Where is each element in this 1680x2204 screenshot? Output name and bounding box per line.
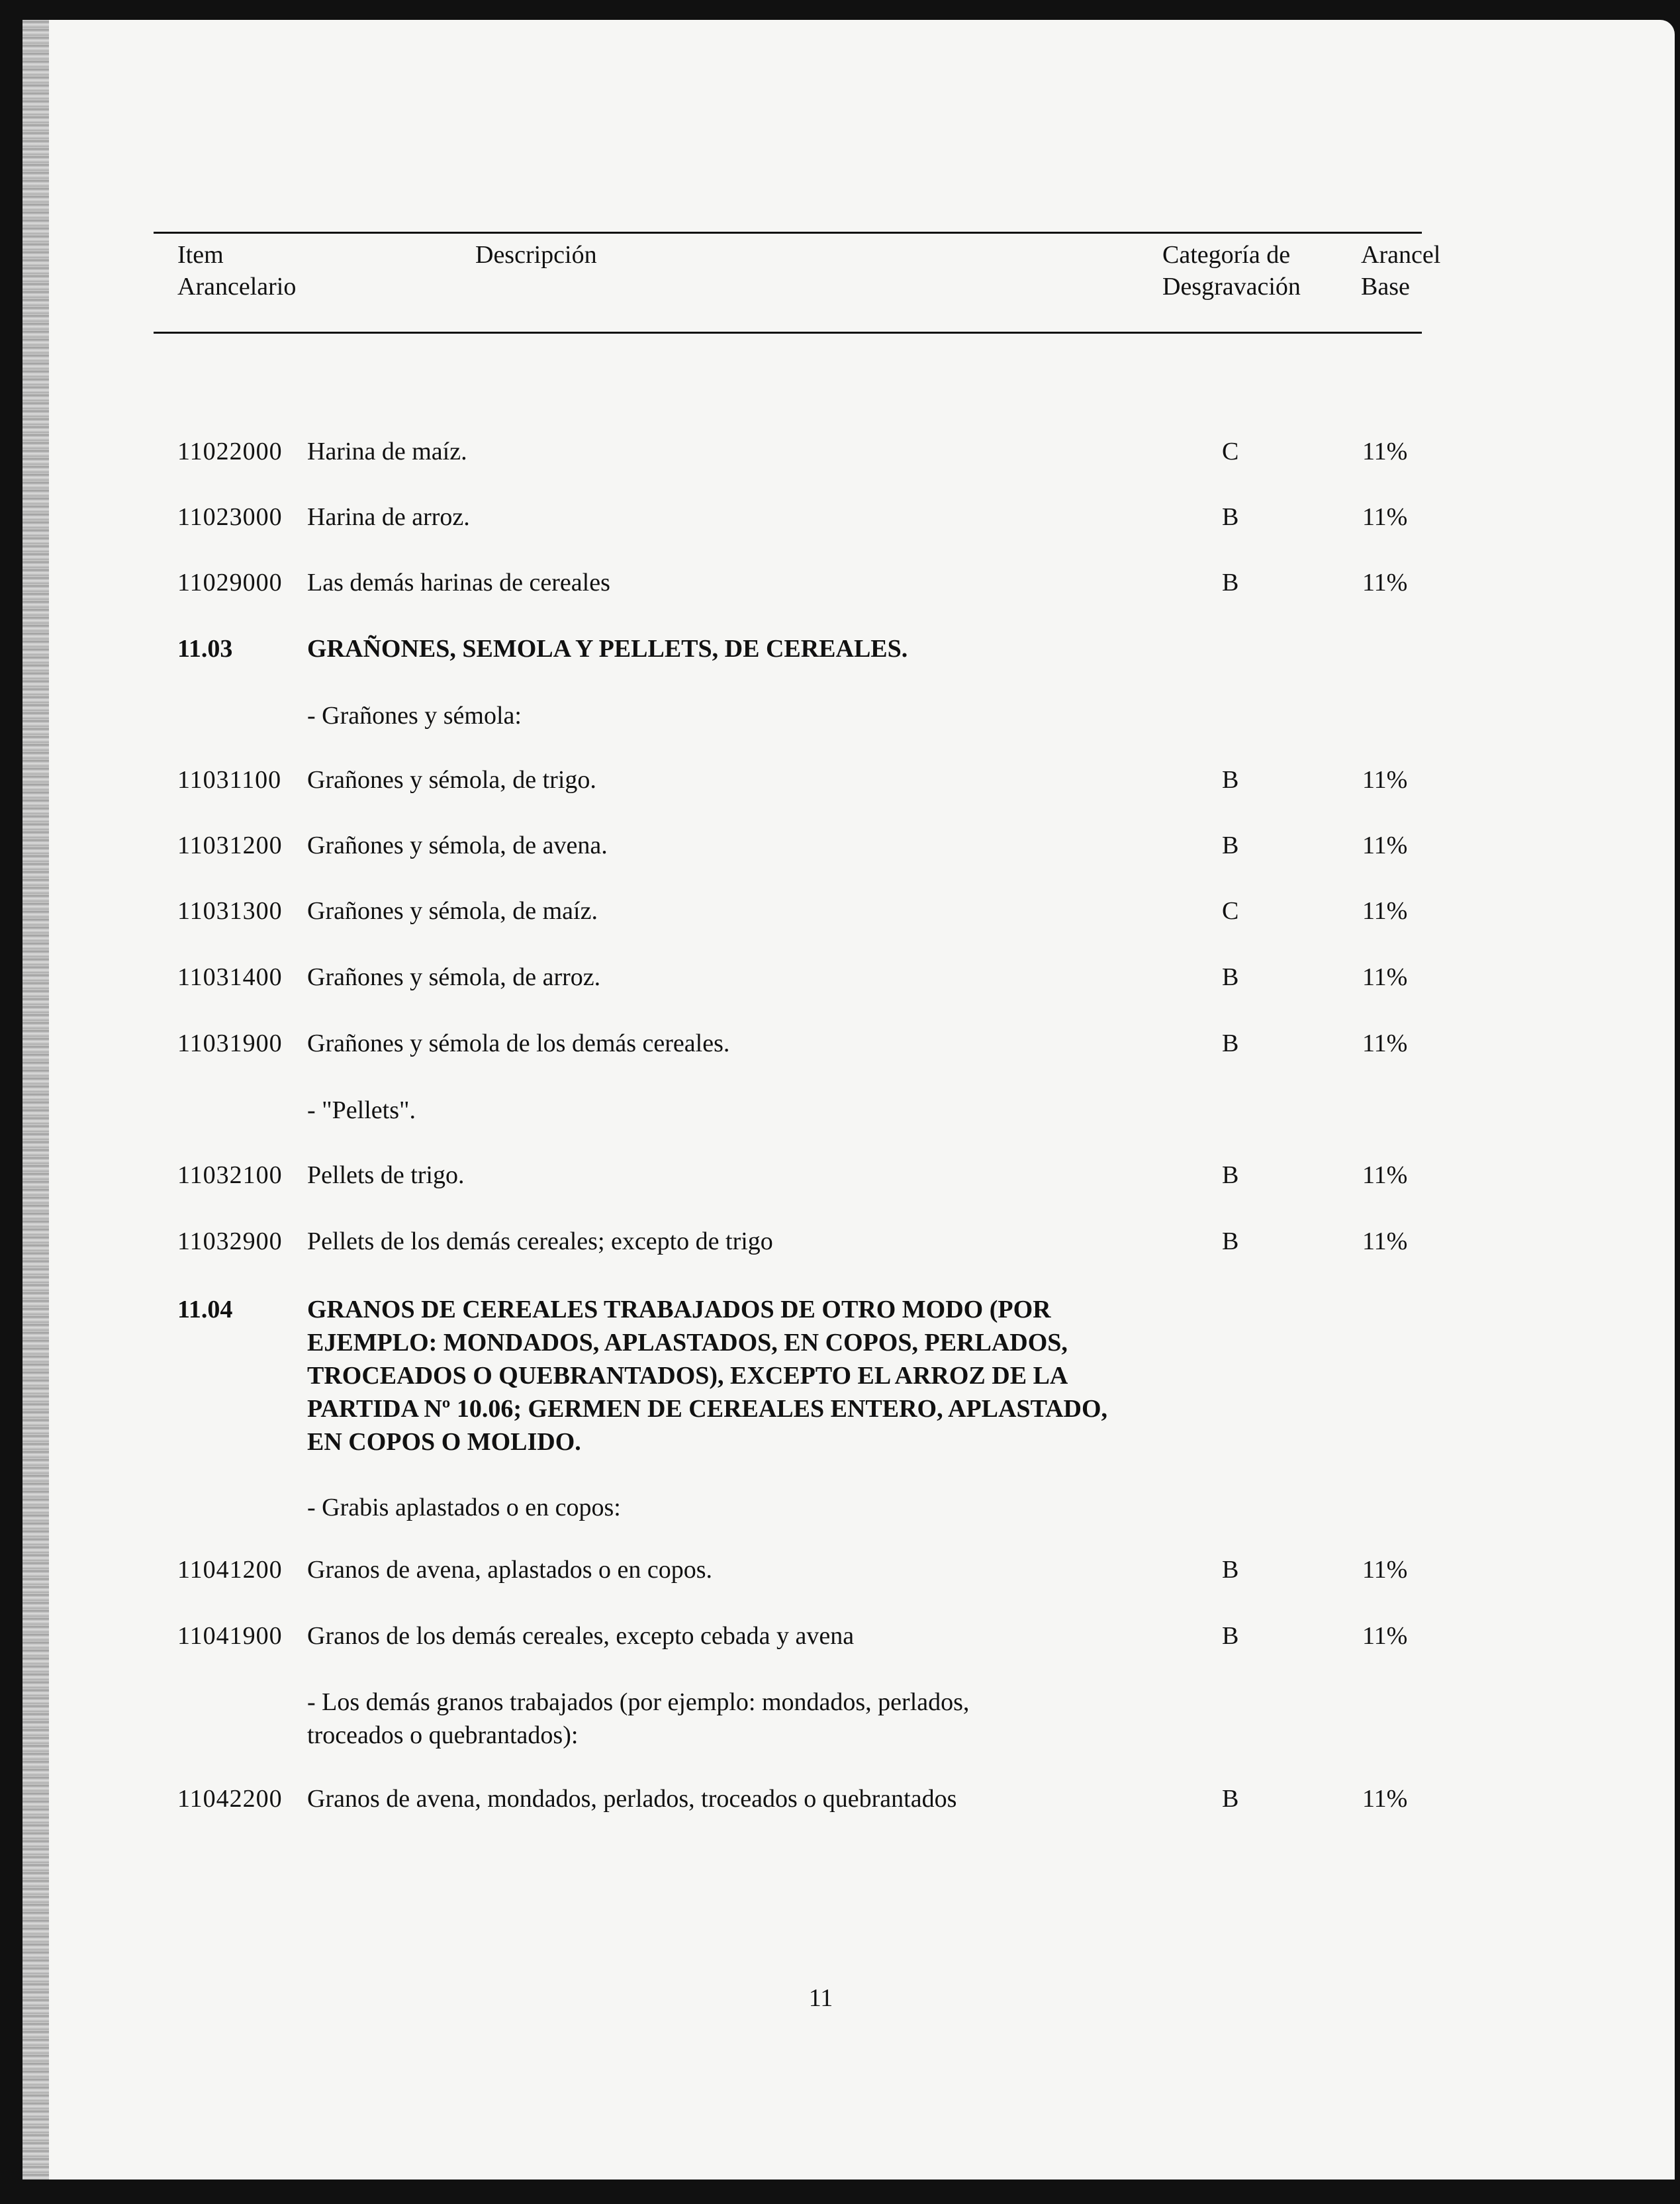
table-row [177,961,1468,1000]
item-code: 11031900 [177,1030,283,1057]
column-header-item-line2: Arancelario [177,273,297,301]
item-description: Harina de maíz. [307,438,467,465]
item-code: 11022000 [177,438,283,465]
table-row [177,763,1468,803]
item-tariff: 11% [1362,1622,1408,1650]
item-tariff: 11% [1362,766,1408,794]
item-category: B [1222,832,1239,859]
column-header-item-line1: Item [177,241,224,269]
column-header-tariff-line2: Base [1361,273,1410,301]
item-description: Grañones y sémola, de avena. [307,832,608,859]
table-row [177,501,1468,540]
item-category: B [1222,1227,1239,1255]
heading-title-line: EN COPOS O MOLIDO. [307,1428,581,1456]
subheading-line: troceados o quebrantados): [307,1721,579,1749]
item-description: Grañones y sémola, de arroz. [307,963,601,991]
table-row [177,435,1468,475]
item-tariff: 11% [1362,1227,1408,1255]
item-description: Grañones y sémola, de trigo. [307,766,596,794]
item-category: B [1222,569,1239,597]
column-header-category-line2: Desgravación [1162,273,1301,301]
heading-title [307,1293,1234,1459]
item-code: 11031200 [177,832,283,859]
item-tariff: 11% [1362,832,1408,859]
item-description: Granos de los demás cereales, excepto cebada y avena [307,1622,855,1650]
table-row [177,1782,1468,1822]
heading-title-line: TROCEADOS O QUEBRANTADOS), EXCEPTO EL ARROZ DE LA [307,1362,1068,1390]
item-description: Pellets de los demás cereales; excepto de trigo [307,1227,773,1255]
table-row [177,1619,1468,1659]
heading-title-line: GRANOS DE CEREALES TRABAJADOS DE OTRO MODO (POR [307,1296,1051,1323]
item-tariff: 11% [1362,1785,1408,1813]
item-tariff: 11% [1362,963,1408,991]
header-top-rule [154,232,1422,234]
item-description: Granos de avena, mondados, perlados, troceados o quebrantados [307,1785,957,1813]
item-tariff: 11% [1362,1556,1408,1584]
heading-code: 11.04 [177,1296,233,1323]
item-code: 11031400 [177,963,283,991]
table-row [177,1027,1468,1067]
item-category: B [1222,503,1239,531]
subheading [307,1686,1101,1752]
subheading: - Grabis aplastados o en copos: [307,1494,621,1521]
item-code: 11032100 [177,1161,283,1189]
item-category: B [1222,1030,1239,1057]
item-tariff: 11% [1362,897,1408,925]
item-code: 11023000 [177,503,283,531]
page-number: 11 [808,1984,833,2012]
heading-code: 11.03 [177,635,233,663]
item-category: B [1222,1556,1239,1584]
item-tariff: 11% [1362,1030,1408,1057]
item-description: Grañones y sémola, de maíz. [307,897,598,925]
heading-title-line: EJEMPLO: MONDADOS, APLASTADOS, EN COPOS, PERLADOS, [307,1329,1068,1357]
item-description: Las demás harinas de cereales [307,569,610,597]
item-tariff: 11% [1362,503,1408,531]
item-category: C [1222,438,1239,465]
header-bottom-rule [154,332,1422,334]
subheading: - Grañones y sémola: [307,702,522,730]
item-category: B [1222,1622,1239,1650]
item-code: 11032900 [177,1227,283,1255]
item-category: B [1222,1785,1239,1813]
item-tariff: 11% [1362,569,1408,597]
item-description: Grañones y sémola de los demás cereales. [307,1030,730,1057]
item-category: B [1222,1161,1239,1189]
column-header-category-line1: Categoría de [1162,241,1291,269]
item-code: 11031100 [177,766,282,794]
table-row [177,1225,1468,1265]
column-header-tariff-line1: Arancel [1361,241,1441,269]
column-header-description: Descripción [475,241,597,269]
item-category: C [1222,897,1239,925]
table-row [177,894,1468,934]
heading-title: GRAÑONES, SEMOLA Y PELLETS, DE CEREALES. [307,635,908,663]
table-row [177,566,1468,606]
table-row [177,829,1468,869]
item-code: 11042200 [177,1785,283,1813]
item-code: 11041900 [177,1622,283,1650]
item-tariff: 11% [1362,438,1408,465]
table-row [177,1553,1468,1593]
item-tariff: 11% [1362,1161,1408,1189]
item-description: Pellets de trigo. [307,1161,465,1189]
item-category: B [1222,766,1239,794]
item-category: B [1222,963,1239,991]
item-description: Granos de avena, aplastados o en copos. [307,1556,713,1584]
item-code: 11041200 [177,1556,283,1584]
heading-title-line: PARTIDA Nº 10.06; GERMEN DE CEREALES ENTERO, APLASTADO, [307,1395,1108,1423]
subheading: - "Pellets". [307,1096,416,1124]
item-description: Harina de arroz. [307,503,470,531]
table-row [177,1159,1468,1198]
subheading-line: - Los demás granos trabajados (por ejemplo: mondados, perlados, [307,1688,970,1716]
item-code: 11029000 [177,569,283,597]
item-code: 11031300 [177,897,283,925]
